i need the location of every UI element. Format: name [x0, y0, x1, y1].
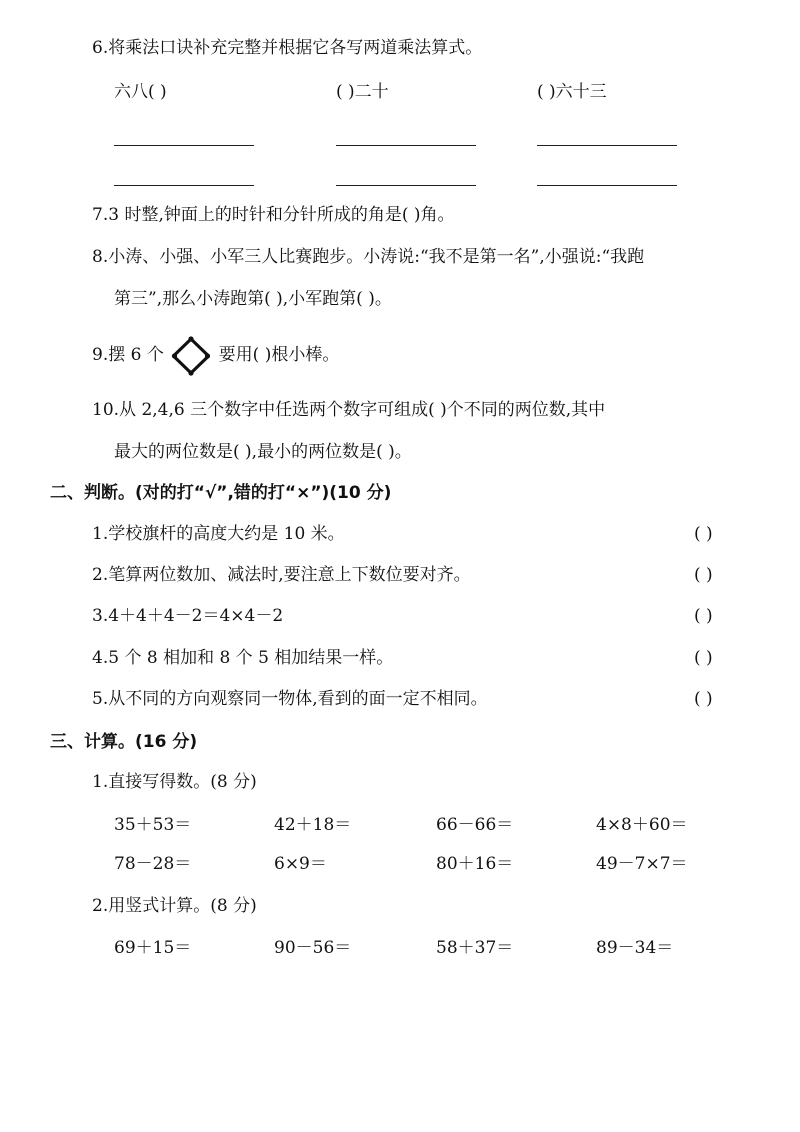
q6-item-2: ( )二十	[336, 82, 389, 102]
q9-line	[92, 335, 339, 376]
calc-expr-1-1: 35＋53＝	[114, 815, 192, 835]
q10-line-1: 10.从 2,4,6 三个数字中任选两个数字可组成( )个不同的两位数,其中	[92, 400, 606, 420]
q6-answer-line-1a[interactable]	[114, 145, 254, 146]
q6-item-1: 六八( )	[114, 82, 167, 102]
q6-answer-line-2b[interactable]	[336, 185, 476, 186]
vertical-calc-1: 69＋15＝	[114, 938, 192, 958]
calc-expr-2-1: 78－28＝	[114, 854, 192, 874]
judge-answer-1[interactable]: ( )	[694, 524, 713, 544]
judge-item-4: 4.5 个 8 相加和 8 个 5 相加结果一样。	[92, 648, 394, 668]
calc-expr-1-4: 4×8＋60＝	[596, 815, 688, 835]
q8-line-2: 第三”,那么小涛跑第( ),小军跑第( )。	[114, 289, 392, 309]
judge-answer-2[interactable]: ( )	[694, 565, 713, 585]
judge-item-2: 2.笔算两位数加、减法时,要注意上下数位要对齐。	[92, 565, 471, 585]
section-3-title: 三、计算。(16 分)	[50, 732, 198, 752]
judge-answer-3[interactable]: ( )	[694, 606, 713, 626]
judge-item-5: 5.从不同的方向观察同一物体,看到的面一定不相同。	[92, 689, 488, 709]
q10-line-2: 最大的两位数是( ),最小的两位数是( )。	[114, 442, 412, 462]
judge-answer-4[interactable]: ( )	[694, 648, 713, 668]
calc-expr-2-2: 6×9＝	[274, 854, 327, 874]
vertical-calc-2: 90－56＝	[274, 938, 352, 958]
judge-item-1: 1.学校旗杆的高度大约是 10 米。	[92, 524, 345, 544]
q6-item-3: ( )六十三	[537, 82, 607, 102]
q6-answer-line-3b[interactable]	[537, 185, 677, 186]
stick-diamond-icon	[171, 336, 211, 376]
calc-part-1-title: 1.直接写得数。(8 分)	[92, 772, 257, 792]
vertical-calc-3: 58＋37＝	[436, 938, 514, 958]
q8-line-1: 8.小涛、小强、小军三人比赛跑步。小涛说:“我不是第一名”,小强说:“我跑	[92, 247, 645, 267]
calc-part-2-title: 2.用竖式计算。(8 分)	[92, 896, 257, 916]
calc-expr-2-4: 49－7×7＝	[596, 854, 688, 874]
q9-text-before: 9.摆 6 个	[92, 345, 164, 365]
vertical-calc-4: 89－34＝	[596, 938, 674, 958]
q6-answer-line-1b[interactable]	[114, 185, 254, 186]
q6-answer-line-3a[interactable]	[537, 145, 677, 146]
q6-prompt: 6.将乘法口诀补充完整并根据它各写两道乘法算式。	[92, 38, 483, 58]
calc-expr-2-3: 80＋16＝	[436, 854, 514, 874]
q7-text: 7.3 时整,钟面上的时针和分针所成的角是( )角。	[92, 205, 455, 225]
q9-text-after: 要用( )根小棒。	[218, 345, 340, 365]
section-2-title: 二、判断。(对的打“√”,错的打“×”)(10 分)	[50, 483, 392, 503]
calc-expr-1-2: 42＋18＝	[274, 815, 352, 835]
judge-item-3: 3.4＋4＋4－2＝4×4－2	[92, 606, 284, 626]
calc-expr-1-3: 66－66＝	[436, 815, 514, 835]
q6-answer-line-2a[interactable]	[336, 145, 476, 146]
judge-answer-5[interactable]: ( )	[694, 689, 713, 709]
